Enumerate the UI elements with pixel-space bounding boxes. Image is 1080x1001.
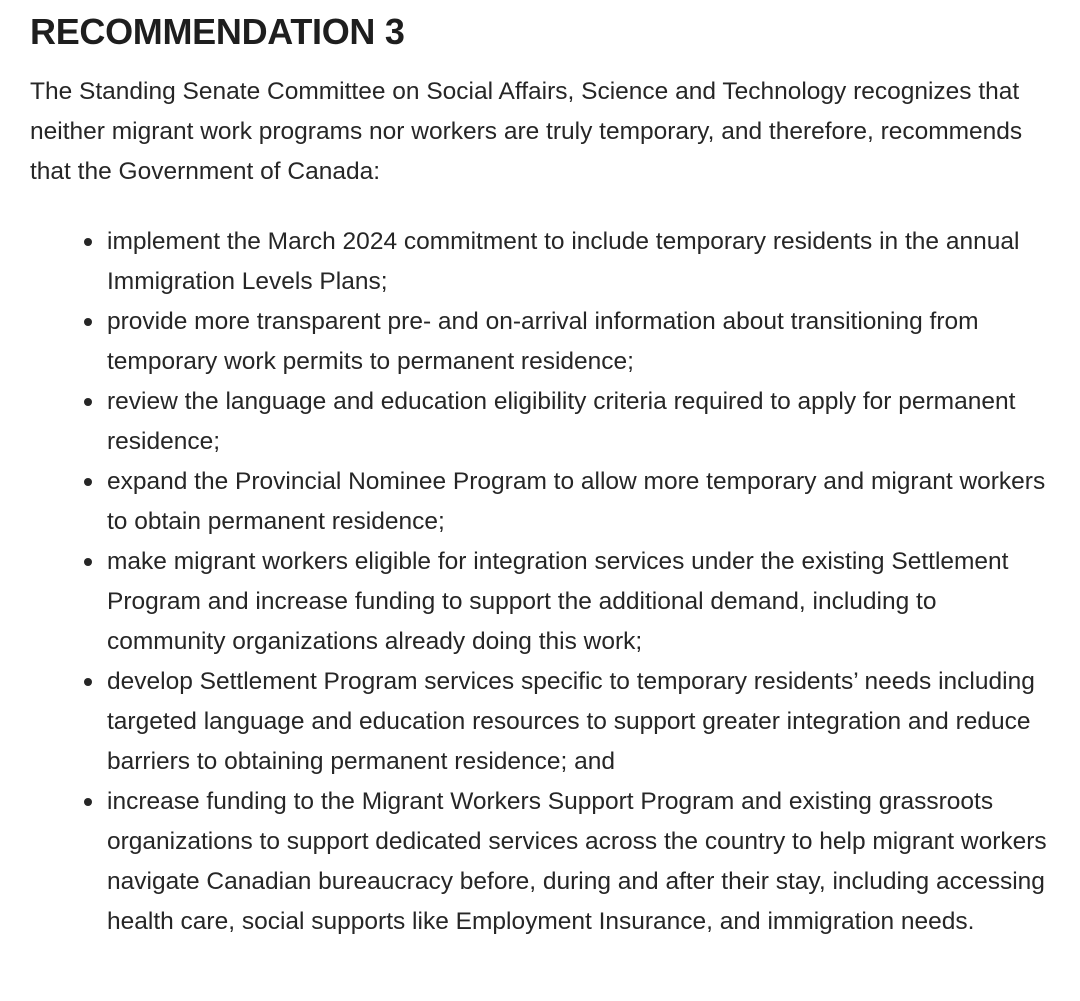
bullet-icon: [84, 238, 92, 246]
list-item-text: increase funding to the Migrant Workers Support Program and existing grassroots organizations to support dedicated services across the country to help migrant workers navigate Canadian bureaucracy before, during and after their stay, including accessing health care, social supports like Employment Insurance, and immigration needs.: [107, 788, 1047, 935]
list-item: [107, 662, 1057, 782]
list-item: [107, 462, 1057, 542]
list-item: [107, 382, 1057, 462]
list-item: [107, 542, 1057, 662]
list-item: [107, 302, 1057, 382]
list-item-text: expand the Provincial Nominee Program to allow more temporary and migrant workers to obtain permanent residence;: [107, 468, 1046, 535]
bullet-icon: [84, 558, 92, 566]
bullet-icon: [84, 478, 92, 486]
recommendation-heading: RECOMMENDATION 3: [30, 11, 405, 52]
recommendation-document: [30, 8, 1070, 942]
recommendation-intro: The Standing Senate Committee on Social Affairs, Science and Technology recognizes that neither migrant work programs nor workers are truly temporary, and therefore, recommends that the Government of Canada:: [30, 78, 1023, 185]
recommendation-list: [30, 222, 1057, 942]
list-item-text: implement the March 2024 commitment to include temporary residents in the annual Immigration Levels Plans;: [107, 228, 1020, 295]
list-item-text: develop Settlement Program services specific to temporary residents’ needs including targeted language and education resources to support greater integration and reduce barriers to obtaining permanent residence; and: [107, 668, 1035, 775]
list-item: [107, 222, 1057, 302]
bullet-icon: [84, 678, 92, 686]
list-item-text: make migrant workers eligible for integration services under the existing Settlement Program and increase funding to support the additional demand, including to community organizations already doing this work;: [107, 548, 1009, 655]
list-item-text: review the language and education eligibility criteria required to apply for permanent residence;: [107, 388, 1016, 455]
list-item: [107, 782, 1057, 942]
bullet-icon: [84, 398, 92, 406]
bullet-icon: [84, 318, 92, 326]
list-item-text: provide more transparent pre- and on-arrival information about transitioning from temporary work permits to permanent residence;: [107, 308, 979, 375]
bullet-icon: [84, 798, 92, 806]
